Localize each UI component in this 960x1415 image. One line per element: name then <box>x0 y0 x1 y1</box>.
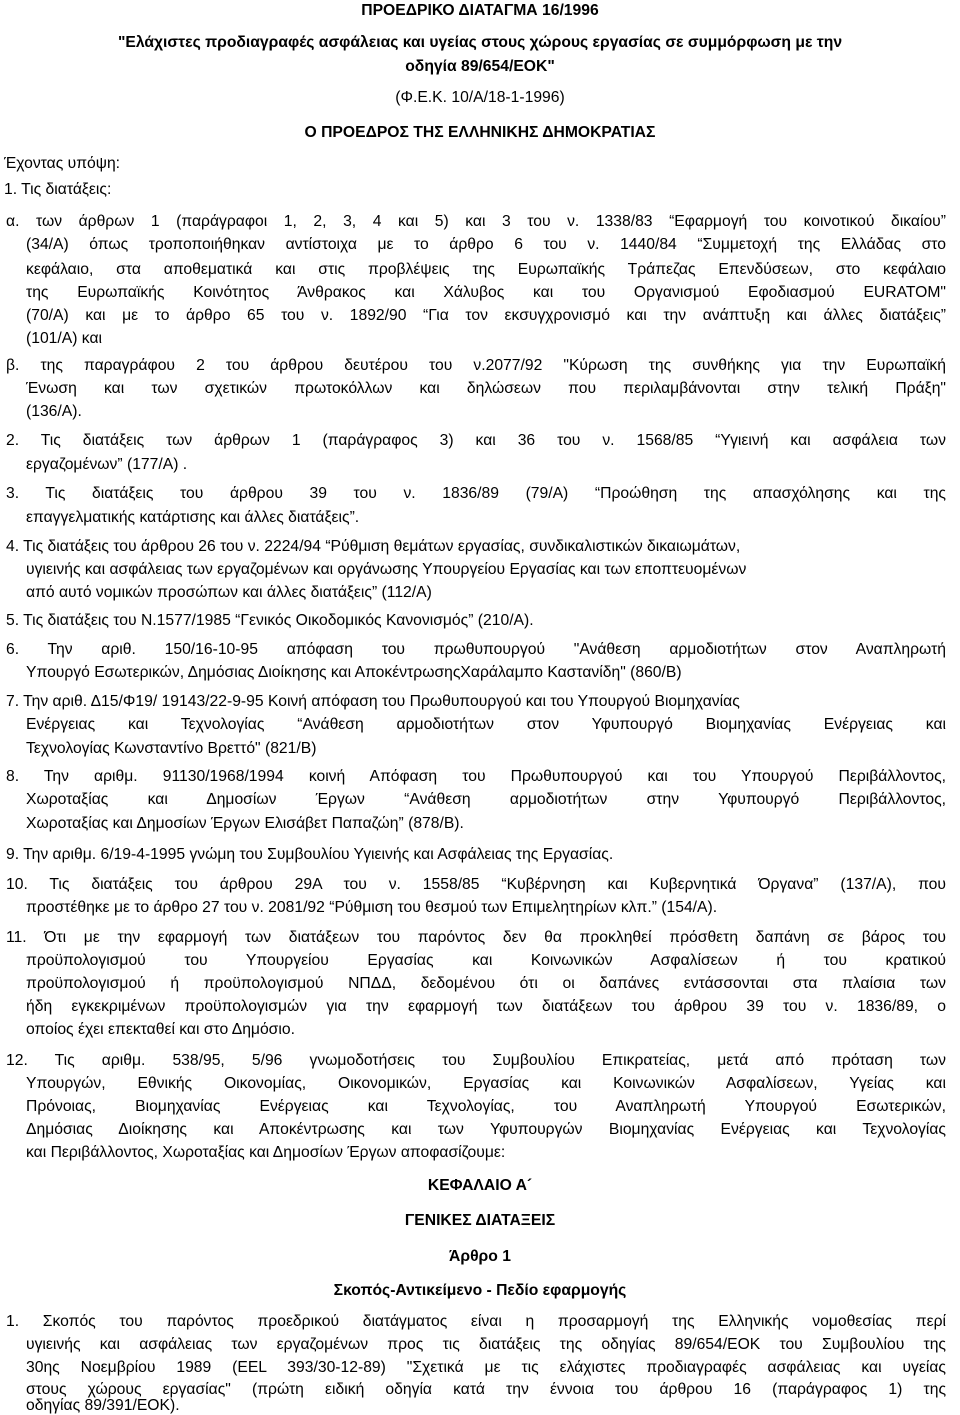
text-line: (101/Α) και <box>26 330 103 347</box>
text-line: 10. Τις διατάξεις του άρθρου 29Α του ν. 1558/85 “Κυβέρνηση και Κυβερνητικά Όργανα” (137/Α), που <box>6 876 946 893</box>
text-line: Υπουργό Εσωτερικών, Δημόσιας Διοίκησης και ΑποκέντρωσηςΧαράλαμπο Καστανίδη" (860/Β) <box>26 664 682 681</box>
text-line: υγιεινής και ασφάλειας των εργαζομένων και οργάνωσης Υπουργείου Εργασίας και των εποπτευομένων <box>26 561 747 578</box>
text-line: 6. Την αριθ. 150/16-10-95 απόφαση του πρωθυπουργού "Ανάθεση αρμοδιοτήτων στον Αναπληρωτή <box>6 641 946 658</box>
text-line: Τεχνολογίας Κωνσταντίνο Βρεττό" (821/Β) <box>26 740 317 757</box>
text-line: προϋπολογισμού του Υπουργείου Εργασίας και Κοινωνικών Ασφαλίσεων ή του κρατικού <box>26 952 946 969</box>
text-line: Ενέργειας και Τεχνολογίας “Ανάθεση αρμοδιοτήτων στον Υφυπουργό Βιομηχανίας Ενέργειας και <box>26 716 946 733</box>
text-line: Υπουργών, Εθνικής Οικονομίας, Οικονομικών, Εργασίας και Κοινωνικών Ασφαλίσεων, Υγείας και <box>26 1075 946 1092</box>
text-line: και Περιβάλλοντος, Χωροταξίας και Δημοσίων Έργων αποφασίζουμε: <box>26 1144 506 1161</box>
text-line: Δημόσιας Διοίκησης και Αποκέντρωσης και των Υφυπουργών Βιομηχανίας Ενέργειας και Τεχνολογίας <box>26 1121 946 1138</box>
text-line: 8. Την αριθμ. 91130/1968/1994 κοινή Απόφαση του Πρωθυπουργού και του Υπουργού Περιβάλλοντος, <box>6 768 946 785</box>
gazette-reference: (Φ.Ε.Κ. 10/Α/18-1-1996) <box>395 89 565 106</box>
text-line: Χωροταξίας και Δημοσίων Έργων Ελισάβετ Παπαζώη” (878/Β). <box>26 815 464 832</box>
article-heading: Άρθρο 1 <box>449 1248 511 1265</box>
text-line: α. των άρθρων 1 (παράγραφοι 1, 2, 3, 4 και 5) και 3 του ν. 1338/83 “Εφαρμογή του κοινοτικού δικαίου” <box>6 213 946 230</box>
text-line: 12. Τις αριθμ. 538/95, 5/96 γνωμοδοτήσεις του Συμβουλίου Επικρατείας, μετά από πρόταση των <box>6 1052 946 1069</box>
having-regard-label: Έχοντας υπόψη: <box>4 155 121 172</box>
text-line: 1. Σκοπός του παρόντος προεδρικού διατάγματος είναι η προσαρμογή της Ελληνικής νομοθεσίας περί <box>6 1313 946 1330</box>
text-line: επαγγελματικής κατάρτισης και άλλες διατάξεις”. <box>26 509 360 526</box>
decree-subtitle-line-1: "Ελάχιστες προδιαγραφές ασφάλειας και υγείας στους χώρους εργασίας σε συμμόρφωση με την <box>117 34 843 51</box>
president-heading: Ο ΠΡΟΕΔΡΟΣ ΤΗΣ ΕΛΛΗΝΙΚΗΣ ΔΗΜΟΚΡΑΤΙΑΣ <box>304 124 656 141</box>
decree-subtitle-line-2: οδηγία 89/654/ΕΟΚ" <box>405 58 555 75</box>
text-line: (70/Α) και με το άρθρο 65 του ν. 1892/90 “Για τον εκσυγχρονισμό και την ανάπτυξη και άλλες διατάξεις” <box>26 307 946 324</box>
text-line: 7. Την αριθ. Δ15/Φ19/ 19143/22-9-95 Κοινή απόφαση του Πρωθυπουργού και του Υπουργού Βιομηχανίας <box>6 693 740 710</box>
text-line: από αυτό νομικών προσώπων και άλλες διατάξεις” (112/Α) <box>26 584 432 601</box>
text-line: 5. Τις διατάξεις του Ν.1577/1985 “Γενικός Οικοδομικός Κανονισμός” (210/Α). <box>6 612 534 629</box>
text-line: 2. Τις διατάξεις των άρθρων 1 (παράγραφος 3) και 36 του ν. 1568/85 “Υγιεινή και ασφάλεια των <box>6 432 946 449</box>
general-provisions-heading: ΓΕΝΙΚΕΣ ΔΙΑΤΑΞΕΙΣ <box>404 1212 556 1229</box>
text-line: προϋπολογισμού ή προϋπολογισμού ΝΠΔΔ, δεδομένου ότι οι δαπάνες εντάσσονται στα πλαίσια των <box>26 975 946 992</box>
text-line: Πρόνοιας, Βιομηχανίας Ενέργειας και Τεχνολογίας, του Αναπληρωτή Υπουργού Εσωτερικών, <box>26 1098 946 1115</box>
text-line: οποίος έχει επεκταθεί και στο Δημόσιο. <box>26 1021 295 1038</box>
text-line: 3. Τις διατάξεις του άρθρου 39 του ν. 1836/89 (79/Α) “Προώθηση της απασχόλησης και της <box>6 485 946 502</box>
article-subject-heading: Σκοπός-Αντικείμενο - Πεδίο εφαρμογής <box>333 1282 627 1299</box>
decree-title: ΠΡΟΕΔΡΙΚΟ ΔΙΑΤΑΓΜΑ 16/1996 <box>361 2 599 19</box>
text-line: στους χώρους εργασίας" (πρώτη ειδική οδηγία κατά την έννοια του άρθρου 16 (παράγραφος 1) της <box>26 1381 946 1398</box>
text-line: 9. Την αριθμ. 6/19-4-1995 γνώμη του Συμβουλίου Υγιεινής και Ασφάλειας της Εργασίας. <box>6 846 614 863</box>
text-line: ήδη εγκεκριμένων προϋπολογισμών για την εφαρμογή των διατάξεων του άρθρου 39 του ν. 1836/89, ο <box>26 998 946 1015</box>
text-line: (136/Α). <box>26 403 82 420</box>
text-line: 30ης Νοεμβρίου 1989 (EEL 393/30-12-89) "Σχετικά με τις ελάχιστες προδιαγραφές ασφάλειας και υγείας <box>26 1359 946 1376</box>
text-line: (34/Α) όπως τροποποιήθηκαν αντίστοιχα με το άρθρο 6 του ν. 1440/84 “Συμμετοχή της Ελλάδας στο <box>26 236 946 253</box>
text-line: Ένωση και των σχετικών πρωτοκόλλων και δηλώσεων που περιλαμβάνονται στην τελική Πράξη" <box>26 380 946 397</box>
text-line: Χωροταξίας και Δημοσίων Έργων “Ανάθεση αρμοδιοτήτων στην Υφυπουργό Περιβάλλοντος, <box>26 791 946 808</box>
text-line: β. της παραγράφου 2 του άρθρου δευτέρου του ν.2077/92 "Κύρωση της συνθήκης για την Ευρωπαϊκή <box>6 357 946 374</box>
text-line: 4. Τις διατάξεις του άρθρου 26 του ν. 2224/94 “Ρύθμιση θεμάτων εργασίας, συνδικαλιστικών δικαιωμάτων, <box>6 538 741 555</box>
text-line: εργαζομένων” (177/Α) . <box>26 456 188 473</box>
text-line: κεφάλαιο, στα αποθεματικά και στις προβλέψεις της Ευρωπαϊκής Τράπεζας Επενδύσεων, στο κεφάλαιο <box>26 261 946 278</box>
text-line: υγιεινής και ασφάλειας των εργαζομένων προς τις διατάξεις της οδηγίας 89/654/ΕΟΚ του Συμβουλίου της <box>26 1336 946 1353</box>
preamble-item-1: 1. Τις διατάξεις: <box>4 181 112 198</box>
text-line: οδηγίας 89/391/ΕΟΚ). <box>26 1397 180 1414</box>
text-line: της Ευρωπαϊκής Κοινότητος Άνθρακος και Χάλυβος και του Οργανισμού Εφοδιασμού EURATOM" <box>26 284 946 301</box>
text-line: προστέθηκε με το άρθρο 27 του ν. 2081/92 “Ρύθμιση του θεσμού των Επιμελητηρίων κλπ.” (154/Α). <box>26 899 718 916</box>
text-line: 11. Ότι με την εφαρμογή των διατάξεων του παρόντος δεν θα προκληθεί πρόσθετη δαπάνη σε βάρος του <box>6 929 946 946</box>
chapter-heading: ΚΕΦΑΛΑΙΟ Α´ <box>427 1177 533 1194</box>
